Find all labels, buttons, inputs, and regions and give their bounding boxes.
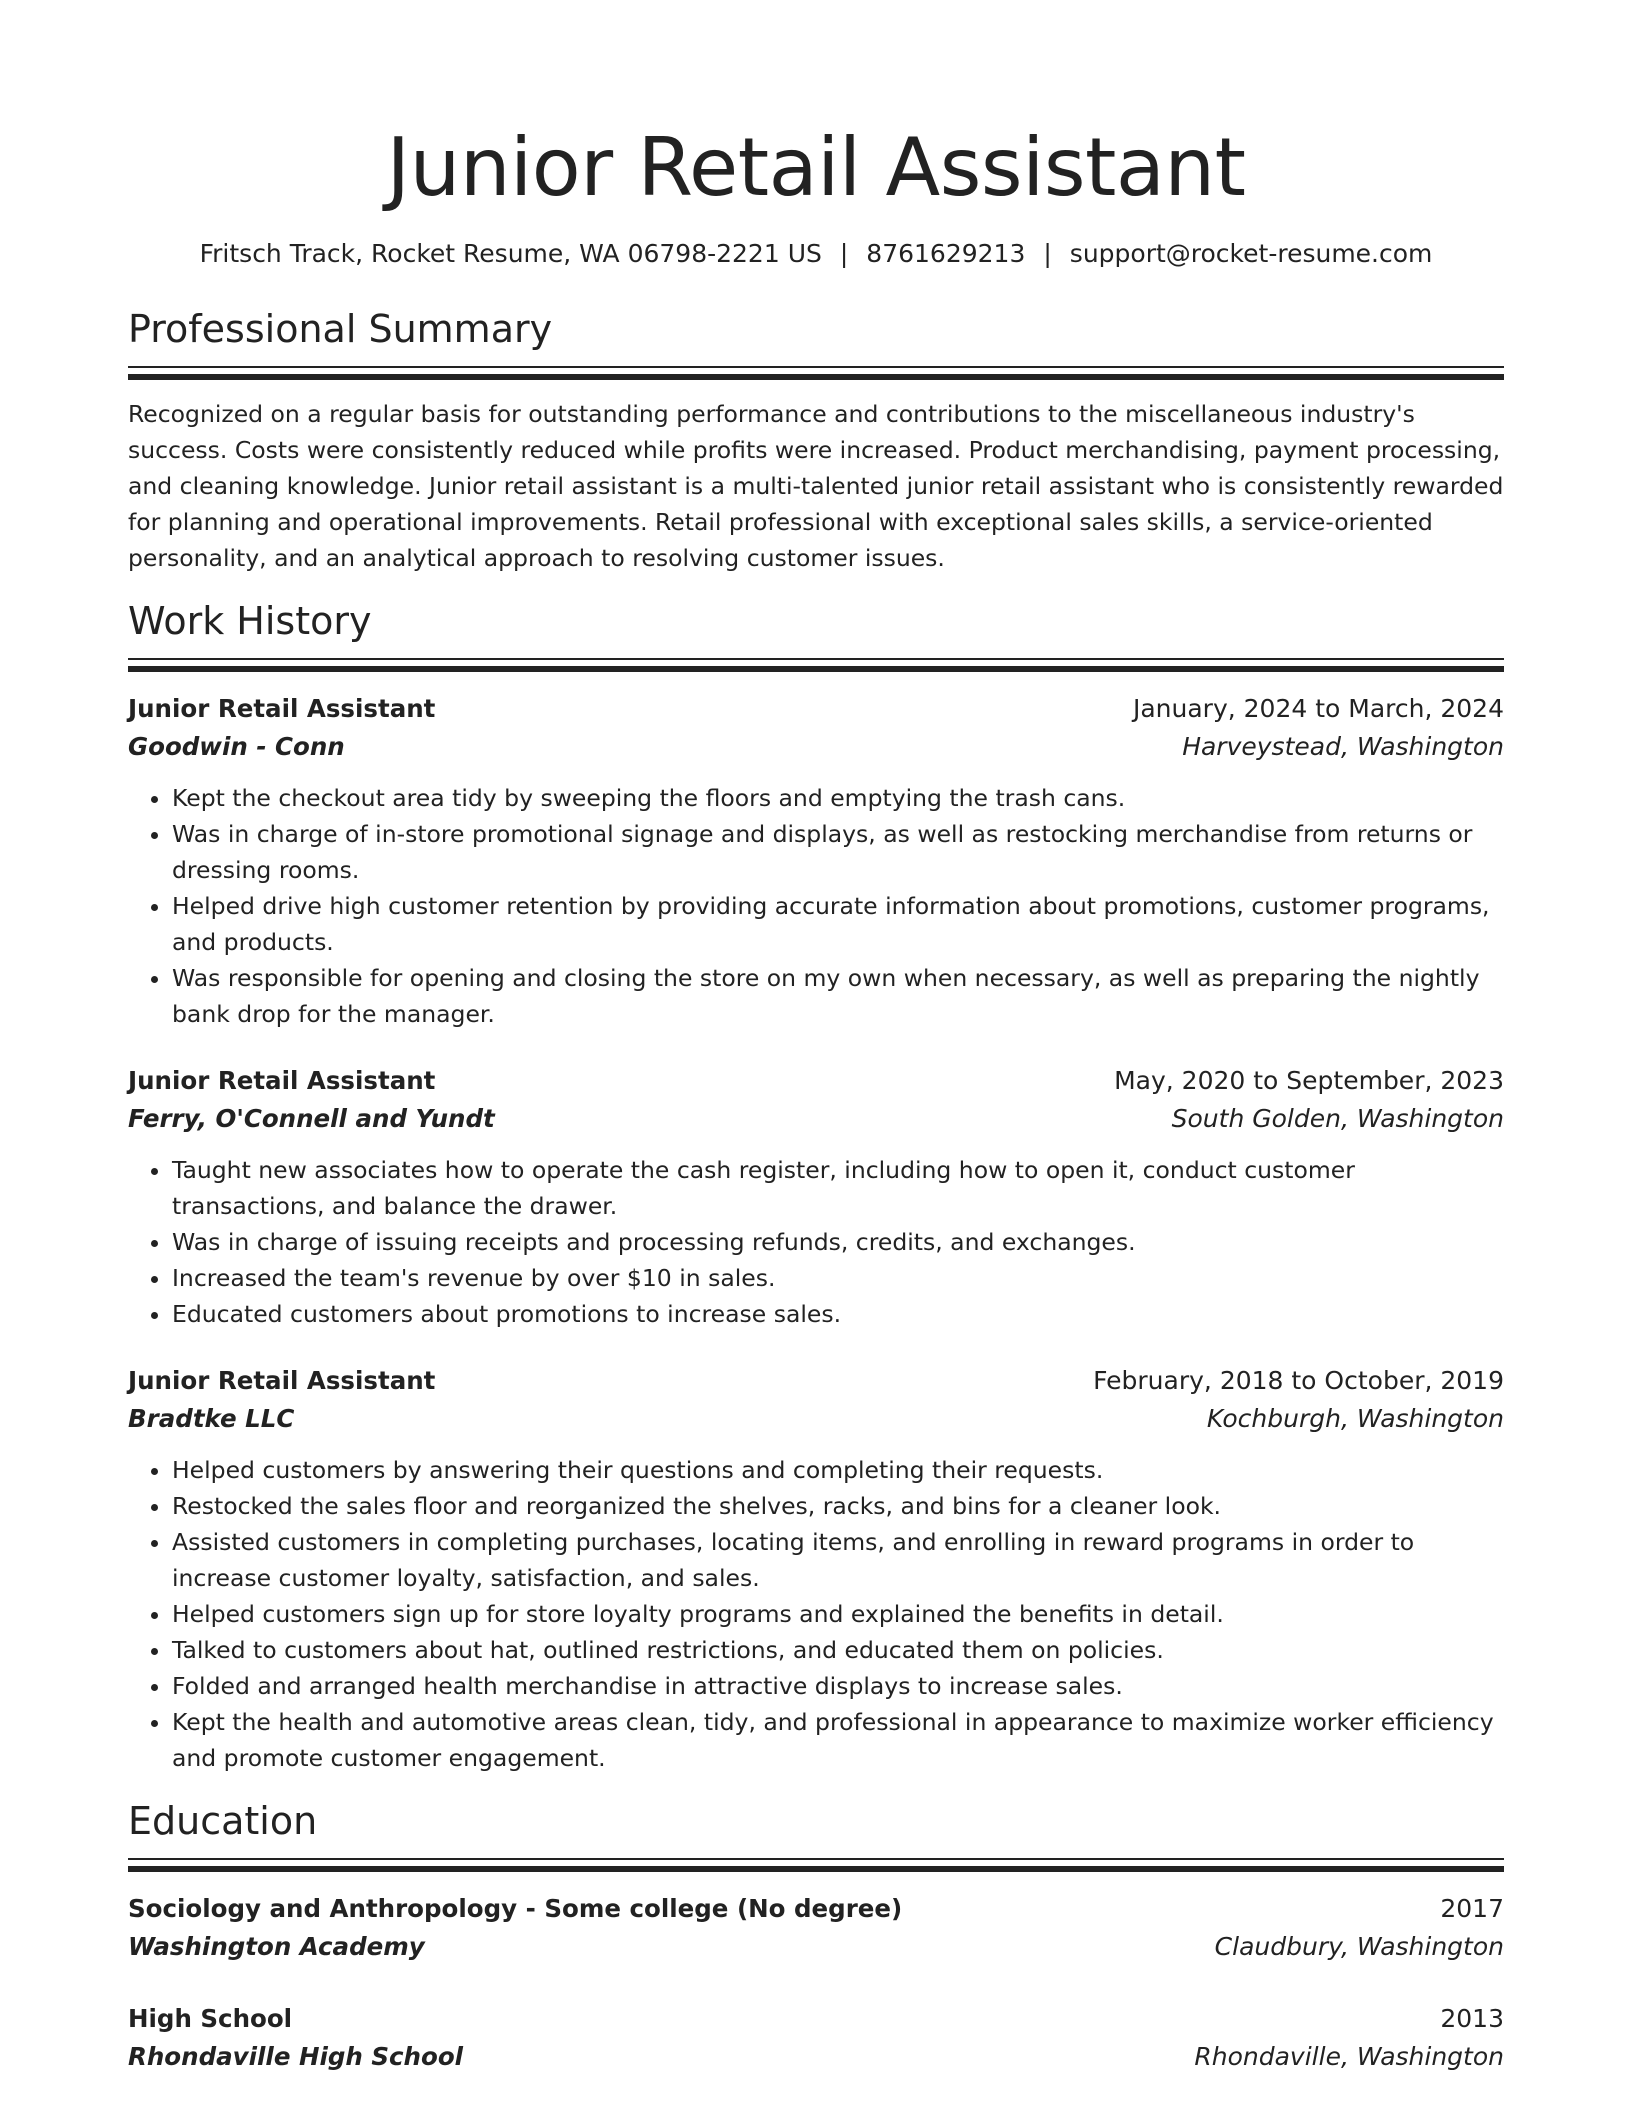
job-company-row	[128, 728, 1504, 766]
job-title: Junior Retail Assistant	[128, 1366, 436, 1395]
education-section	[128, 1796, 1504, 2076]
education-school-row	[128, 1928, 1504, 1966]
job-bullet: • Kept the checkout area tidy by sweeping the floors and emptying the trash cans.	[172, 780, 1504, 816]
job-bullet-list	[128, 1452, 1504, 1776]
job-bullet: • Helped customers by answering their questions and completing their requests.	[172, 1452, 1504, 1488]
job-company: Ferry, O'Connell and Yundt	[128, 1104, 495, 1133]
job-bullet: • Was in charge of issuing receipts and processing refunds, credits, and exchanges.	[172, 1224, 1504, 1260]
job-header-row	[128, 1362, 1504, 1400]
education-school-row	[128, 2038, 1504, 2076]
education-location: Claudbury, Washington	[1214, 1932, 1504, 1961]
resume-content	[128, 118, 1504, 2076]
job-bullet: • Assisted customers in completing purchases, locating items, and enrolling in reward programs in order to increase customer loyalty, satisfaction, and sales.	[172, 1524, 1504, 1596]
contact-address: Fritsch Track, Rocket Resume, WA 06798-2221 US	[199, 239, 822, 268]
job-location: Harveystead, Washington	[1182, 732, 1504, 761]
education-year: 2017	[1440, 1894, 1504, 1923]
job-bullet: • Increased the team's revenue by over $10 in sales.	[172, 1260, 1504, 1296]
job-bullet: • Helped customers sign up for store loyalty programs and explained the benefits in detail.	[172, 1596, 1504, 1632]
job-bullet: • Restocked the sales floor and reorganized the shelves, racks, and bins for a cleaner look.	[172, 1488, 1504, 1524]
education-school: Rhondaville High School	[128, 2042, 464, 2071]
education-location: Rhondaville, Washington	[1194, 2042, 1504, 2071]
job-company-row	[128, 1100, 1504, 1138]
job-bullet: • Helped drive high customer retention by providing accurate information about promotions, customer programs, and products.	[172, 888, 1504, 960]
job-location: Kochburgh, Washington	[1206, 1404, 1504, 1433]
job-bullet-list	[128, 1152, 1504, 1332]
education-degree: High School	[128, 2004, 293, 2033]
job-bullet: • Kept the health and automotive areas clean, tidy, and professional in appearance to maximize worker efficiency and promote customer engagement.	[172, 1704, 1504, 1776]
resume-name: Junior Retail Assistant	[386, 121, 1246, 214]
contact-separator: |	[1043, 239, 1052, 268]
job-bullet: • Folded and arranged health merchandise in attractive displays to increase sales.	[172, 1668, 1504, 1704]
job-company: Goodwin - Conn	[128, 732, 345, 761]
job-bullet: • Taught new associates how to operate the cash register, including how to open it, conduct customer transactions, and balance the drawer.	[172, 1152, 1504, 1224]
job-entry	[128, 1362, 1504, 1776]
education-degree: Sociology and Anthropology - Some college (No degree)	[128, 1894, 903, 1923]
job-dates: January, 2024 to March, 2024	[1132, 694, 1504, 723]
contact-phone: 8761629213	[866, 239, 1026, 268]
education-entry	[128, 2000, 1504, 2076]
summary-section	[128, 304, 1504, 576]
section-title-summary: Professional Summary	[128, 307, 553, 351]
job-company-row	[128, 1400, 1504, 1438]
job-title: Junior Retail Assistant	[128, 1066, 436, 1095]
section-divider	[128, 366, 1504, 382]
section-divider	[128, 658, 1504, 674]
job-entry	[128, 690, 1504, 1032]
education-entry	[128, 1890, 1504, 1966]
job-bullet: • Was in charge of in-store promotional signage and displays, as well as restocking merchandise from returns or dressing rooms.	[172, 816, 1504, 888]
summary-text: Recognized on a regular basis for outstanding performance and contributions to the miscellaneous industry's success. Costs were consistently reduced while profits were increased. Product merchandising, payment processing, and cleaning knowledge. Junior retail assistant is a multi-talented junior retail assistant who is consistently rewarded for planning and operational improvements. Retail professional with exceptional sales skills, a service-oriented personality, and an analytical approach to resolving customer issues.	[128, 400, 1504, 572]
contact-email: support@rocket-resume.com	[1069, 239, 1433, 268]
education-header-row	[128, 2000, 1504, 2038]
work-history-section	[128, 596, 1504, 1776]
job-header-row	[128, 1062, 1504, 1100]
job-location: South Golden, Washington	[1171, 1104, 1504, 1133]
education-header-row	[128, 1890, 1504, 1928]
education-school: Washington Academy	[128, 1932, 425, 1961]
job-entry	[128, 1062, 1504, 1332]
section-divider	[128, 1858, 1504, 1874]
job-dates: February, 2018 to October, 2019	[1093, 1366, 1504, 1395]
job-header-row	[128, 690, 1504, 728]
job-company: Bradtke LLC	[128, 1404, 295, 1433]
section-title-work-history: Work History	[128, 599, 372, 643]
job-dates: May, 2020 to September, 2023	[1114, 1066, 1504, 1095]
section-title-education: Education	[128, 1799, 318, 1843]
job-bullet: • Was responsible for opening and closing the store on my own when necessary, as well as preparing the nightly bank drop for the manager.	[172, 960, 1504, 1032]
contact-separator: |	[839, 239, 849, 268]
job-bullet-list	[128, 780, 1504, 1032]
job-bullet: • Educated customers about promotions to increase sales.	[172, 1296, 1504, 1332]
job-bullet: • Talked to customers about hat, outlined restrictions, and educated them on policies.	[172, 1632, 1504, 1668]
job-title: Junior Retail Assistant	[128, 694, 436, 723]
education-year: 2013	[1440, 2004, 1504, 2033]
contact-line	[128, 236, 1504, 272]
